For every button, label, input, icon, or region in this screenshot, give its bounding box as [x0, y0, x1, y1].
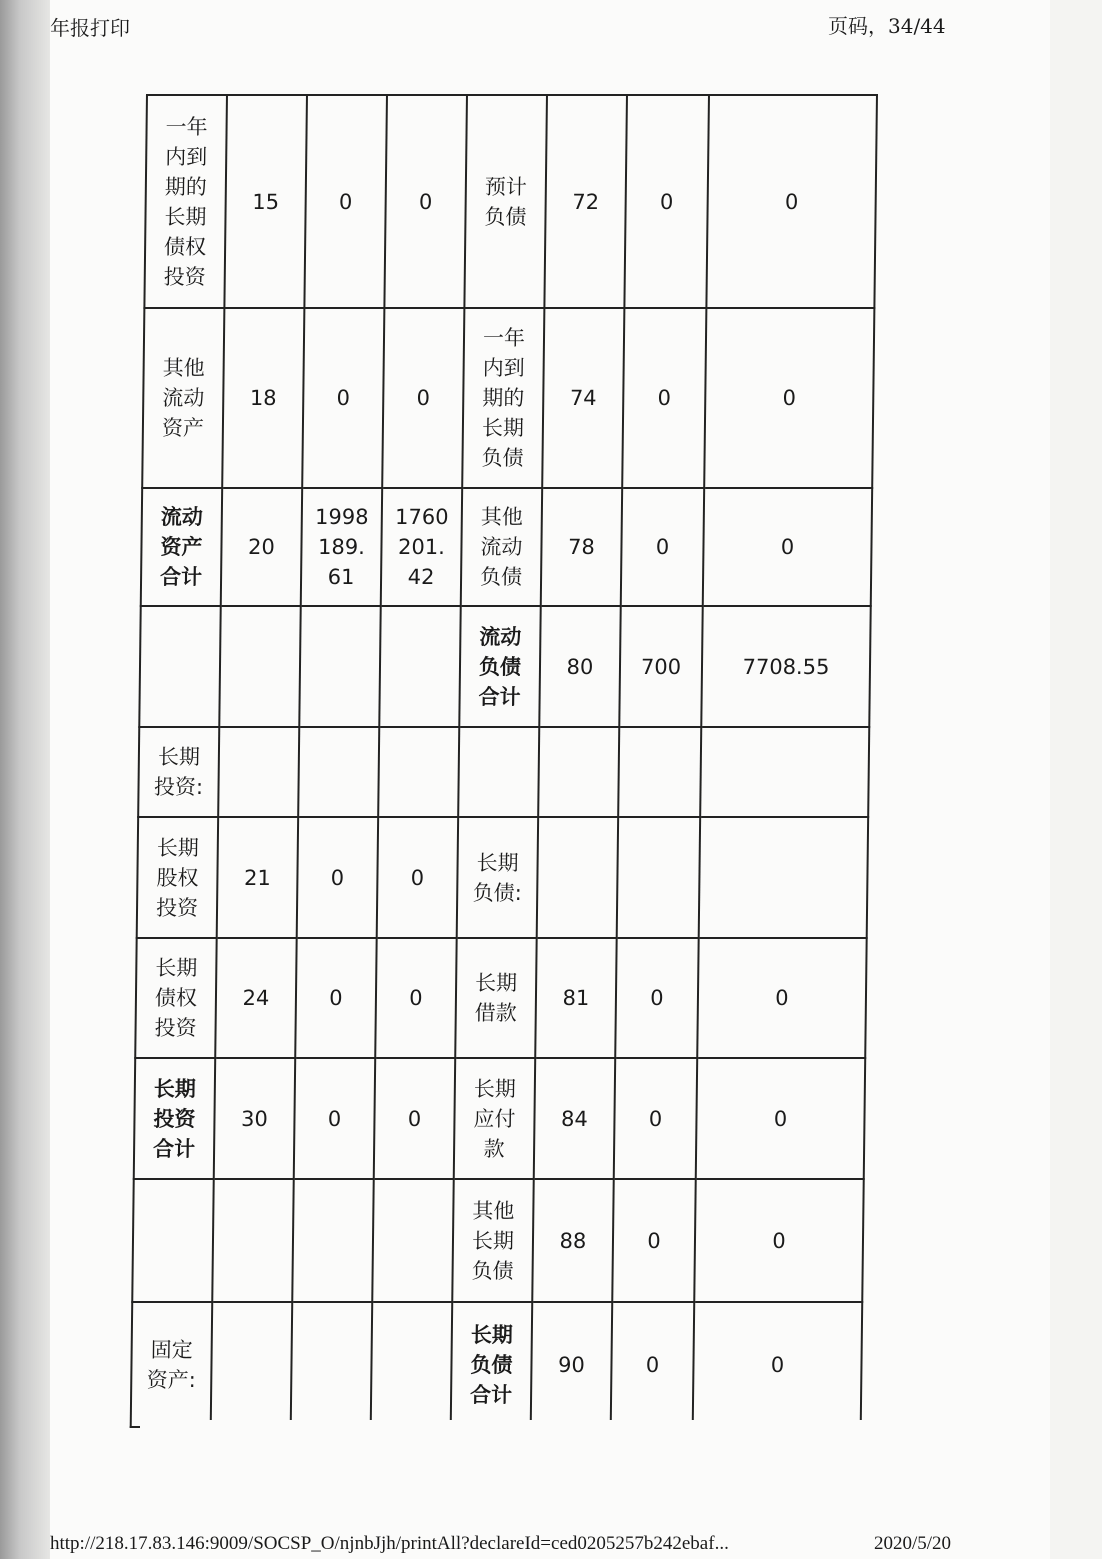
liability-value-1: 0	[621, 488, 704, 606]
table-row	[132, 1179, 864, 1302]
table-row	[135, 938, 866, 1058]
asset-item-name: 长期 债权 投资	[135, 938, 216, 1058]
asset-value-1: 0	[295, 938, 376, 1058]
liability-item-name: 一年 内到 期的 长期 负债	[462, 308, 544, 488]
table-row	[142, 308, 874, 488]
asset-line-number: 15	[224, 95, 307, 308]
liability-value-2: 0	[697, 938, 866, 1058]
liability-value-2	[699, 817, 868, 938]
table-row	[144, 95, 877, 308]
liability-value-2: 0	[694, 1179, 864, 1302]
footer-url: http://218.17.83.146:9009/SOCSP_O/njnbJjh/printAll?declareId=ced0205257b242ebaf...	[50, 1533, 729, 1554]
page-number: 页码，34/44	[828, 14, 946, 38]
asset-line-number: 30	[214, 1058, 295, 1179]
asset-line-number: 20	[221, 488, 302, 606]
asset-value-1: 0	[294, 1058, 375, 1179]
asset-item-name	[139, 606, 220, 727]
liability-value-2: 0	[704, 308, 874, 488]
asset-line-number: 18	[222, 308, 304, 488]
asset-value-2	[372, 1179, 454, 1302]
liability-value-1: 700	[619, 606, 702, 727]
table-row	[137, 817, 868, 938]
liability-line-number: 90	[531, 1302, 613, 1427]
asset-value-1	[299, 606, 380, 727]
liability-line-number	[538, 727, 619, 817]
liability-item-name: 预计 负债	[464, 95, 547, 308]
asset-value-1: 0	[302, 308, 384, 488]
liability-value-2: 0	[696, 1058, 865, 1179]
liability-line-number: 78	[541, 488, 622, 606]
liability-line-number: 80	[539, 606, 620, 727]
asset-item-name: 一年 内到 期的 长期 债权 投资	[144, 95, 227, 308]
table-row	[134, 1058, 865, 1179]
liability-item-name: 长期 负债 合计	[451, 1302, 533, 1427]
asset-item-name	[132, 1179, 214, 1302]
table-row	[141, 488, 872, 606]
asset-item-name: 其他 流动 资产	[142, 308, 224, 488]
liability-item-name: 长期 借款	[455, 938, 536, 1058]
asset-value-2: 0	[375, 938, 456, 1058]
asset-value-2: 1760 201. 42	[381, 488, 462, 606]
asset-line-number: 24	[215, 938, 296, 1058]
asset-value-1	[298, 727, 379, 817]
liability-line-number: 88	[532, 1179, 614, 1302]
liability-item-name: 长期 应付 款	[454, 1058, 535, 1179]
table-row	[138, 727, 869, 817]
asset-value-2	[378, 727, 459, 817]
liability-value-1: 0	[611, 1302, 695, 1427]
liability-line-number	[537, 817, 618, 938]
liability-value-1	[617, 817, 700, 938]
liability-value-2: 0	[703, 488, 872, 606]
asset-item-name: 长期 投资 合计	[134, 1058, 215, 1179]
liability-value-1: 0	[612, 1179, 696, 1302]
liability-item-name: 其他 流动 负债	[461, 488, 542, 606]
asset-value-2: 0	[384, 95, 467, 308]
table-cut-edge	[140, 1420, 900, 1440]
asset-item-name: 长期 投资:	[138, 727, 219, 817]
asset-line-number	[219, 606, 300, 727]
liability-item-name: 其他 长期 负债	[452, 1179, 534, 1302]
liability-item-name	[458, 727, 539, 817]
liability-value-2: 0	[693, 1302, 863, 1427]
scan-shadow-edge	[0, 0, 50, 1559]
asset-value-1: 0	[297, 817, 378, 938]
asset-value-1	[292, 1179, 374, 1302]
asset-item-name: 固定 资产:	[131, 1302, 213, 1427]
asset-line-number	[218, 727, 299, 817]
asset-value-2: 0	[377, 817, 458, 938]
liability-value-1	[618, 727, 701, 817]
asset-value-1	[291, 1302, 373, 1427]
liability-line-number: 72	[544, 95, 627, 308]
liability-value-2	[700, 727, 869, 817]
asset-value-1: 0	[304, 95, 387, 308]
table-row	[131, 1302, 863, 1427]
asset-value-1: 1998 189. 61	[301, 488, 382, 606]
liability-item-name: 长期 负债:	[457, 817, 538, 938]
liability-value-2: 7708.55	[701, 606, 870, 727]
asset-item-name: 长期 股权 投资	[137, 817, 218, 938]
liability-item-name: 流动 负债 合计	[459, 606, 540, 727]
asset-value-2: 0	[374, 1058, 455, 1179]
asset-line-number: 21	[217, 817, 298, 938]
asset-line-number	[212, 1179, 294, 1302]
liability-value-2: 0	[706, 95, 877, 308]
liability-value-1: 0	[615, 938, 698, 1058]
asset-item-name: 流动 资产 合计	[141, 488, 222, 606]
table-row	[139, 606, 870, 727]
liability-value-1: 0	[622, 308, 706, 488]
balance-sheet-table	[130, 94, 878, 1428]
asset-value-2	[379, 606, 460, 727]
liability-value-1: 0	[614, 1058, 697, 1179]
asset-value-2	[371, 1302, 453, 1427]
liability-line-number: 81	[535, 938, 616, 1058]
asset-line-number	[211, 1302, 293, 1427]
asset-value-2: 0	[382, 308, 464, 488]
footer-date: 2020/5/20	[874, 1533, 952, 1554]
header-title: 年报打印	[50, 16, 130, 40]
liability-value-1: 0	[624, 95, 709, 308]
liability-line-number: 74	[542, 308, 624, 488]
liability-line-number: 84	[534, 1058, 615, 1179]
